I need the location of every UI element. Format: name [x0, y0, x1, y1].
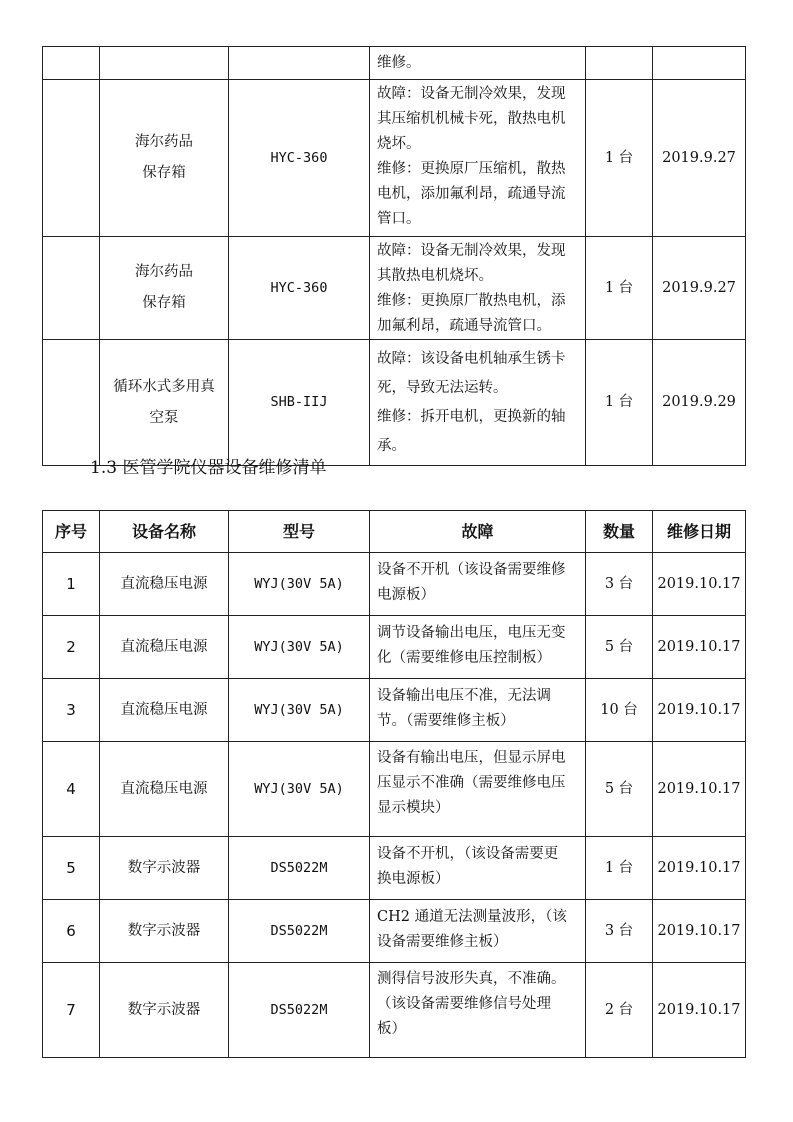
date-cell: 2019.10.17 [653, 837, 746, 900]
date-cell [653, 47, 746, 80]
quantity-cell: 5 台 [586, 742, 653, 837]
model-cell: SHB-IIJ [229, 340, 370, 466]
date-cell: 2019.9.27 [653, 80, 746, 237]
model-cell: WYJ(30V 5A) [229, 742, 370, 837]
device-name-line: 保存箱 [142, 165, 186, 181]
device-name-line: 海尔药品 [135, 134, 193, 150]
header-fault: 故障 [370, 511, 586, 553]
header-model: 型号 [229, 511, 370, 553]
fault-line: 化（需要维修电压控制板） [377, 650, 551, 666]
fault-cell [370, 553, 586, 616]
quantity-cell: 1 台 [586, 237, 653, 340]
device-name-cell: 直流稳压电源 [100, 742, 229, 837]
device-name-cell: 数字示波器 [100, 900, 229, 963]
fault-cell [370, 47, 586, 80]
header-quantity: 数量 [586, 511, 653, 553]
header-repair-date: 维修日期 [653, 511, 746, 553]
fault-line: 死，导致无法运转。 [377, 380, 508, 396]
seq-cell [43, 80, 100, 237]
model-cell: DS5022M [229, 900, 370, 963]
fault-line: 板） [377, 1021, 406, 1037]
seq-cell: 5 [43, 837, 100, 900]
device-name-line: 海尔药品 [135, 264, 193, 280]
model-cell [229, 47, 370, 80]
table-row [43, 340, 746, 466]
device-name-cell: 数字示波器 [100, 837, 229, 900]
table-row [43, 553, 746, 616]
table-row [43, 616, 746, 679]
seq-cell: 3 [43, 679, 100, 742]
seq-cell: 4 [43, 742, 100, 837]
fault-line: 设备不开机，（该设备需要更 [377, 846, 559, 862]
fault-line: 维修：拆开电机，更换新的轴 [377, 409, 566, 425]
quantity-cell: 2 台 [586, 963, 653, 1058]
fault-line: 故障：设备无制冷效果，发现 [377, 243, 566, 259]
quantity-cell: 1 台 [586, 340, 653, 466]
date-cell: 2019.10.17 [653, 616, 746, 679]
date-cell: 2019.10.17 [653, 553, 746, 616]
seq-cell: 7 [43, 963, 100, 1058]
fault-line: 调节设备输出电压，电压无变 [377, 625, 566, 641]
fault-line: CH2 通道无法测量波形，（该 [377, 909, 567, 925]
table-row [43, 80, 746, 237]
fault-line: 承。 [377, 438, 406, 454]
fault-line: 设备输出电压不准，无法调 [377, 688, 551, 704]
device-name-cell [100, 80, 229, 237]
model-cell: WYJ(30V 5A) [229, 616, 370, 679]
section-title: 1.3 医管学院仪器设备维修清单 [90, 458, 327, 478]
table-row [43, 679, 746, 742]
date-cell: 2019.10.17 [653, 742, 746, 837]
seq-cell: 2 [43, 616, 100, 679]
model-cell: HYC-360 [229, 80, 370, 237]
fault-cell [370, 237, 586, 340]
model-cell: DS5022M [229, 963, 370, 1058]
device-name-line: 空泵 [149, 409, 179, 426]
table-row [43, 47, 746, 80]
quantity-cell: 3 台 [586, 553, 653, 616]
fault-line: 故障：该设备电机轴承生锈卡 [377, 351, 566, 367]
table-row [43, 237, 746, 340]
date-cell: 2019.9.27 [653, 237, 746, 340]
quantity-cell: 1 台 [586, 837, 653, 900]
fault-line: 管口。 [377, 211, 421, 227]
fault-cell [370, 837, 586, 900]
fault-line: 电源板） [377, 587, 435, 603]
header-seq: 序号 [43, 511, 100, 553]
quantity-cell: 5 台 [586, 616, 653, 679]
date-cell: 2019.10.17 [653, 679, 746, 742]
repair-list-table [42, 510, 746, 1058]
quantity-cell [586, 47, 653, 80]
fault-line: 加氟利昂，疏通导流管口。 [377, 318, 551, 334]
previous-repair-table [42, 46, 746, 466]
model-cell: HYC-360 [229, 237, 370, 340]
fault-line: 其散热电机烧坏。 [377, 268, 493, 284]
fault-line: 设备不开机（该设备需要维修 [377, 562, 566, 578]
device-name-line: 保存箱 [142, 295, 186, 311]
fault-line: 其压缩机机械卡死，散热电机 [377, 111, 566, 127]
fault-line: 节。（需要维修主板） [377, 713, 515, 729]
date-cell: 2019.9.29 [653, 340, 746, 466]
quantity-cell: 10 台 [586, 679, 653, 742]
table-row [43, 742, 746, 837]
table-row [43, 837, 746, 900]
fault-line: 电机，添加氟利昂，疏通导流 [377, 186, 566, 202]
fault-line: 设备需要维修主板） [377, 934, 508, 950]
table-row [43, 900, 746, 963]
device-name-cell [100, 340, 229, 466]
fault-line: 压显示不准确（需要维修电压 [377, 775, 566, 791]
device-name-cell [100, 47, 229, 80]
fault-line: 维修。 [377, 55, 421, 71]
model-cell: WYJ(30V 5A) [229, 679, 370, 742]
fault-cell [370, 679, 586, 742]
model-cell: DS5022M [229, 837, 370, 900]
fault-line: （该设备需要维修信号处理 [377, 996, 551, 1012]
fault-line: 维修：更换原厂压缩机，散热 [377, 161, 566, 177]
device-name-cell: 直流稳压电源 [100, 616, 229, 679]
seq-cell: 6 [43, 900, 100, 963]
seq-cell [43, 237, 100, 340]
quantity-cell: 1 台 [586, 80, 653, 237]
device-name-cell: 直流稳压电源 [100, 553, 229, 616]
table-row [43, 963, 746, 1058]
fault-cell [370, 80, 586, 237]
seq-cell [43, 340, 100, 466]
date-cell: 2019.10.17 [653, 900, 746, 963]
device-name-cell: 数字示波器 [100, 963, 229, 1058]
quantity-cell: 3 台 [586, 900, 653, 963]
fault-line: 换电源板） [377, 871, 450, 887]
model-cell: WYJ(30V 5A) [229, 553, 370, 616]
device-name-cell: 直流稳压电源 [100, 679, 229, 742]
date-cell: 2019.10.17 [653, 963, 746, 1058]
fault-line: 故障：设备无制冷效果，发现 [377, 86, 566, 102]
fault-cell [370, 963, 586, 1058]
header-device-name: 设备名称 [100, 511, 229, 553]
fault-line: 维修：更换原厂散热电机，添 [377, 293, 566, 309]
device-name-line: 循环水式多用真 [113, 378, 215, 395]
device-name-cell [100, 237, 229, 340]
seq-cell [43, 47, 100, 80]
fault-line: 烧坏。 [377, 136, 421, 152]
fault-line: 设备有输出电压，但显示屏电 [377, 750, 566, 766]
seq-cell: 1 [43, 553, 100, 616]
fault-line: 测得信号波形失真，不准确。 [377, 971, 566, 987]
fault-cell [370, 900, 586, 963]
table-header-row [43, 511, 746, 553]
fault-line: 显示模块） [377, 800, 450, 816]
fault-cell [370, 616, 586, 679]
fault-cell [370, 742, 586, 837]
fault-cell [370, 340, 586, 466]
